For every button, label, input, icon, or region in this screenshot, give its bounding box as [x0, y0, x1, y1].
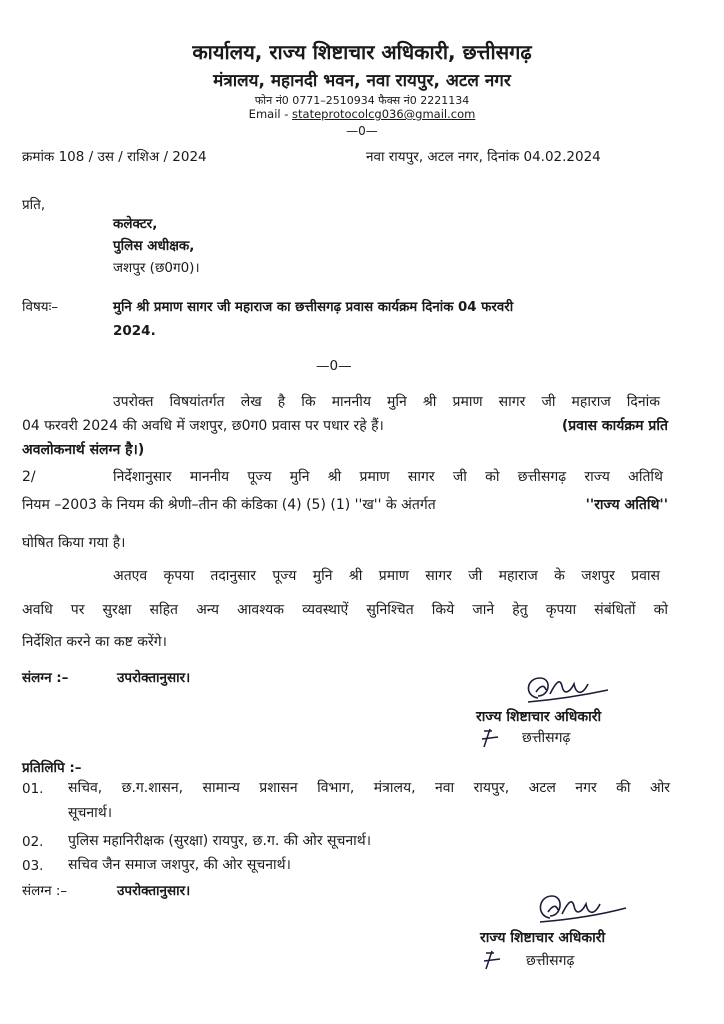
para2-number: 2/: [22, 469, 36, 485]
letterhead-phone-fax: फोन नं0 0771–2510934 फैक्स नं0 2221134: [254, 94, 470, 107]
copy-heading: प्रतिलिपि :–: [22, 760, 82, 776]
email-link[interactable]: stateprotocolcg036@gmail.com: [292, 107, 476, 121]
signature-title: राज्य शिष्टाचार अधिकारी: [476, 709, 602, 725]
reference-place-date: नवा रायपुर, अटल नगर, दिनांक 04.02.2024: [366, 149, 601, 165]
para2-line: निर्देशानुसार माननीय पूज्य मुनि श्री प्रमाण सागर जी को छत्तीसगढ़ राज्य अतिथि: [113, 469, 663, 485]
copy-item-number: 03.: [22, 858, 44, 874]
enclosure2-label: संलग्न :–: [22, 883, 68, 899]
subject-label: विषयः–: [22, 299, 59, 315]
para2-line: घोषित किया गया है।: [22, 535, 126, 551]
signature-place: छत्तीसगढ़: [522, 730, 571, 746]
addressee-line: कलेक्टर,: [113, 216, 158, 232]
subject-line: मुनि श्री प्रमाण सागर जी महाराज का छत्तीसगढ़ प्रवास कार्यक्रम दिनांक 04 फरवरी: [113, 300, 514, 315]
para2-bold-text: ''राज्य अतिथि'': [585, 497, 668, 513]
signature-scribble: [520, 672, 610, 708]
para3-line: अतएव कृपया तदानुसार पूज्य मुनि श्री प्रमाण सागर जी महाराज के जशपुर प्रवास: [113, 568, 660, 584]
copy-item-line: सचिव जैन समाज जशपुर, की ओर सूचनार्थ।: [68, 857, 291, 873]
body-divider: —0—: [316, 358, 352, 374]
para3-line: निर्देशित करने का कष्ट करेंगे।: [22, 634, 167, 650]
addressee-prefix: प्रति,: [22, 197, 46, 213]
reference-number: क्रमांक 108 / उस / राशिअ / 2024: [22, 149, 207, 165]
enclosure-label: संलग्न :–: [22, 670, 69, 686]
copy-item-number: 01.: [22, 781, 44, 797]
letterhead-email-line: [0, 107, 724, 121]
signature-scribble: [530, 890, 630, 928]
copy-item-number: 02.: [22, 834, 44, 850]
para2-line: [22, 495, 668, 516]
enclosure2-value: उपरोक्तानुसार।: [117, 883, 191, 899]
copy-item-line: सूचनार्थ।: [68, 805, 113, 821]
signature2-place: छत्तीसगढ़: [526, 953, 575, 969]
signature2-title: राज्य शिष्टाचार अधिकारी: [480, 930, 606, 946]
copy-item-line: पुलिस महानिरीक्षक (सुरक्षा) रायपुर, छ.ग. की ओर सूचनार्थ।: [68, 833, 372, 849]
para1-line: अवलोकनार्थ संलग्न है।): [22, 442, 145, 458]
para1-bold-text: (प्रवास कार्यक्रम प्रति: [561, 418, 668, 434]
copy-item-line: सचिव, छ.ग.शासन, सामान्य प्रशासन विभाग, मंत्रालय, नवा रायपुर, अटल नगर की ओर: [68, 780, 670, 796]
addressee-line: जशपुर (छ0ग0)।: [113, 260, 200, 276]
para1-text: 04 फरवरी 2024 की अवधि में जशपुर, छ0ग0 प्रवास पर पधार रहे हैं।: [22, 418, 384, 434]
enclosure-value: उपरोक्तानुसार।: [117, 670, 191, 686]
para1-line: उपरोक्त विषयांतर्गत लेख है कि माननीय मुनि श्री प्रमाण सागर जी महाराज दिनांक: [113, 394, 660, 410]
letterhead-address: मंत्रालय, महानदी भवन, नवा रायपुर, अटल नगर: [213, 71, 511, 91]
letterhead-title: कार्यालय, राज्य शिष्टाचार अधिकारी, छत्तीसगढ़: [192, 40, 532, 64]
email-label: Email -: [248, 107, 293, 121]
subject-line: 2024.: [113, 323, 156, 339]
para1-line: [22, 416, 668, 437]
addressee-line: पुलिस अधीक्षक,: [113, 238, 195, 254]
initial-mark: [482, 949, 506, 971]
para3-line: अवधि पर सुरक्षा सहित अन्य आवश्यक व्यवस्थाऐं सुनिश्चित किये जाने हेतु कृपया संबंधितों को: [22, 602, 668, 618]
para2-text: नियम –2003 के नियम की श्रेणी–तीन की कंडिका (4) (5) (1) ''ख'' के अंतर्गत: [22, 497, 436, 513]
letterhead-divider: —0—: [346, 124, 378, 138]
initial-mark: [480, 727, 504, 749]
